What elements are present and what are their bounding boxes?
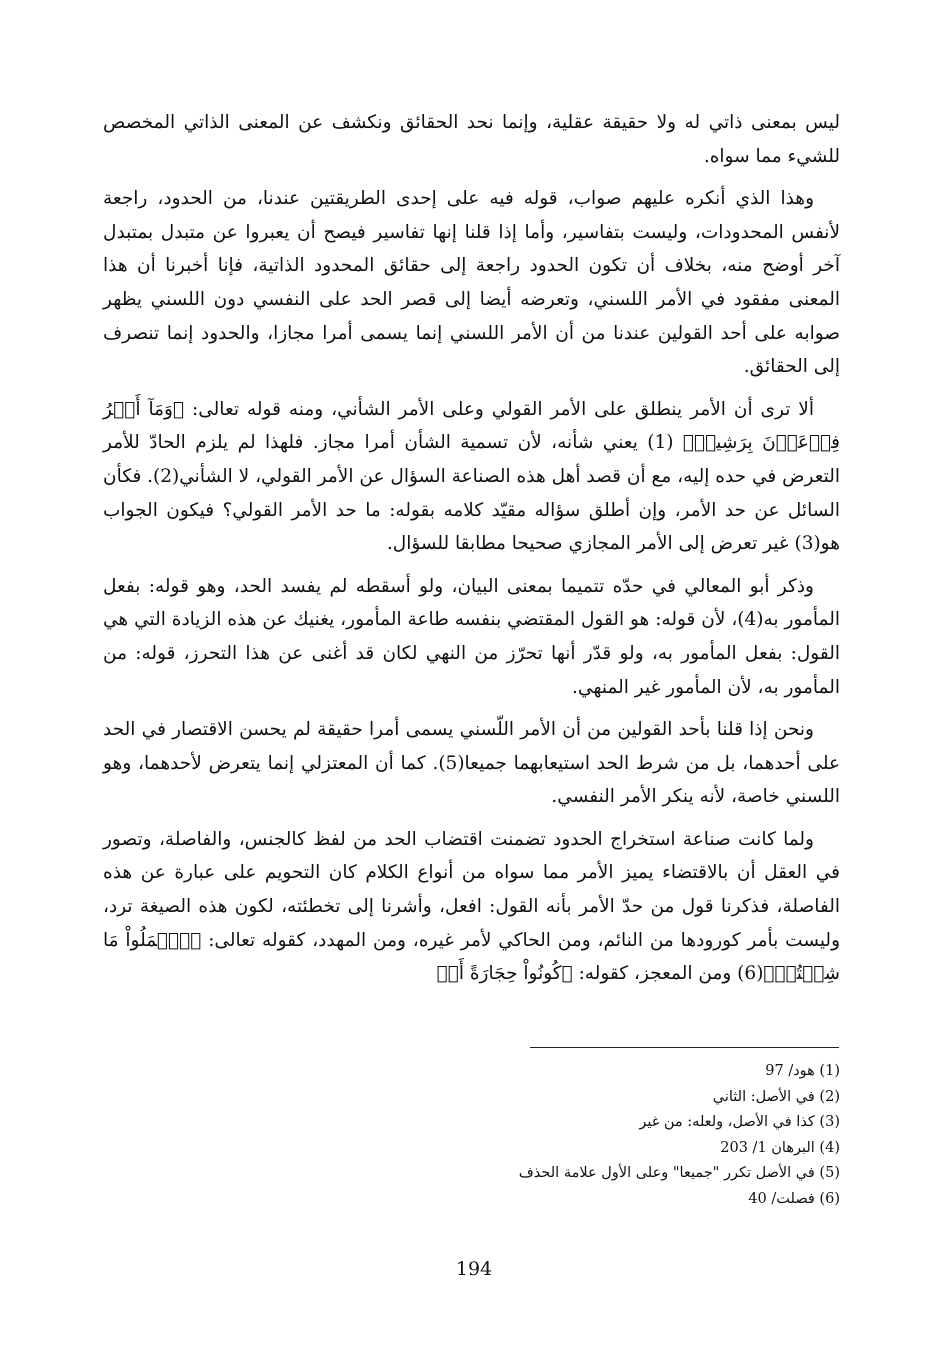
footnote: (1) هود/ 97 bbox=[765, 1063, 840, 1079]
footnotes bbox=[380, 1059, 840, 1213]
main-text bbox=[103, 106, 840, 1000]
paragraph-text: وهذا الذي أنكره عليهم صواب، قوله فيه على إحدى الطريقتين عندنا، من الحدود، راجعة لأنفس المحدودات، وليست بتفاسير، وأما إذا قلنا إنها تفاسير فيصح أن يعبروا عن متبدل بمتبدل آخر أوضح منه، بخلاف أن تكون الحدود راجعة إلى حقائق المحدود الذاتية، فإنا أخبرنا أن هذا المعنى مفقود في الأمر اللسني، وتعرضه أيضا إلى قصر الحد على النفسي دون اللسني يظهر صوابه على أحد القولين عندنا من أن الأمر اللسني إنما يسمى أمرا مجازا، والحدود إنما تنصرف إلى الحقائق. bbox=[103, 188, 840, 378]
paragraph bbox=[103, 570, 840, 704]
footnote: (2) في الأصل: الثاني bbox=[712, 1088, 840, 1105]
paragraph bbox=[103, 823, 840, 991]
paragraph bbox=[103, 106, 840, 173]
paragraph-text: ألا ترى أن الأمر ينطلق على الأمر القولي وعلى الأمر الشأني، ومنه قوله تعالى: ﴿وَمَآ أَمۡرُ فِرۡعَوۡنَ بِرَشِيدٖ﴾ (1) يعني شأنه، لأن تسمية الشأن أمرا مجاز. فلهذا لم يلزم الحادّ للأمر التعرض في حده إليه، مع أن قصد أهل هذه الصناعة السؤال عن الأمر القولي، لا الشأني(2). فكأن السائل عن حد الأمر، وإن أطلق سؤاله مقيّد كلامه بقوله: ما حد الأمر القولي؟ فيكون الجواب هو(3) غير تعرض إلى الأمر المجازي صحيحا مطابقا للسؤال. bbox=[103, 398, 840, 555]
paragraph-text: ولما كانت صناعة استخراج الحدود تضمنت اقتضاب الحد من لفظ كالجنس، والفاصلة، وتصور في العقل أن بالاقتضاء يميز الأمر مما سواه من أنواع الكلام كان التحويم على عبارة عن هذه الفاصلة، فذكرنا قول من حدّ الأمر بأنه القول: افعل، وأشرنا إلى تخطئته، لكون هذه الصيغة ترد، وليست بأمر كورودها من النائم، ومن الحاكي لأمر غيره، ومن المهدد، كقوله تعالى: ﴿ٱعۡمَلُواْ مَا شِئۡتُمۡ﴾(6) ومن المعجز، كقوله: ﴿كُونُواْ حِجَارَةً أَوۡ bbox=[103, 828, 840, 985]
footnote: (5) في الأصل تكرر "جميعا" وعلى الأول علامة الحذف bbox=[518, 1165, 840, 1182]
footnote: (4) البرهان 1/ 203 bbox=[720, 1139, 840, 1156]
footnote: (6) فصلت/ 40 bbox=[748, 1190, 840, 1207]
paragraph bbox=[103, 393, 840, 561]
footnote-divider bbox=[530, 1047, 839, 1048]
paragraph-text: ليس بمعنى ذاتي له ولا حقيقة عقلية، وإنما نحد الحقائق ونكشف عن المعنى الذاتي المخصص للشيء مما سواه. bbox=[103, 112, 840, 167]
paragraph-text: وذكر أبو المعالي في حدّه تتميما بمعنى البيان، ولو أسقطه لم يفسد الحد، وهو قوله: بفعل المأمور به(4)، لأن قوله: هو القول المقتضي بنفسه طاعة المأمور، يغنيك عن هذه الزيادة التي هي القول: بفعل المأمور به، ولو قدّر أنها تحرّز من النهي لكان قد أغنى عن هذا التحرز، قوله: من المأمور به، لأن المأمور غير المنهي. bbox=[103, 575, 840, 698]
paragraph bbox=[103, 713, 840, 814]
paragraph-text: ونحن إذا قلنا بأحد القولين من أن الأمر اللّسني يسمى أمرا حقيقة لم يحسن الاقتصار في الحد على أحدهما، بل من شرط الحد استيعابهما جميعا(5). كما أن المعتزلي إنما يتعرض لأحدهما، وهو اللسني خاصة، لأنه ينكر الأمر النفسي. bbox=[103, 719, 840, 808]
footnote: (3) كذا في الأصل، ولعله: من غير bbox=[639, 1114, 840, 1131]
page-number: 194 bbox=[455, 1258, 493, 1280]
paragraph bbox=[103, 182, 840, 384]
